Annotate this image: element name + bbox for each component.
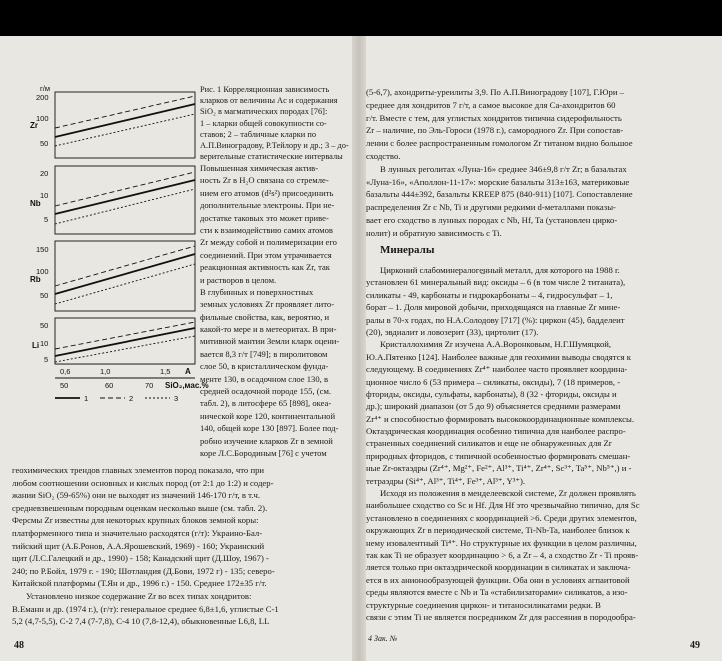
text-line: щит (Л.С.Галецкий и др., 1990) - 158; Канадский щит (Д.Шоу, 1967) -: [12, 553, 269, 564]
li-tick-2: 10: [40, 339, 49, 348]
li-panel-frame: [55, 318, 195, 364]
x-top-label: A: [185, 367, 191, 376]
li-tick-3: 5: [44, 355, 49, 364]
figure-labels: [30, 84, 50, 364]
text-line: (5-6,7), ахондриты-уреилиты 3,9. По А.П.Виноградову [107], Г.Юри –: [366, 87, 624, 97]
zr-line-3: [55, 114, 195, 146]
text-line: средневзвешенным породным оценкам несколько выше (см. табл. 2).: [12, 502, 268, 513]
text-line: Кристаллохимия Zr изучена А.А.Воронковым, Н.Г.Шумяцкой,: [380, 339, 612, 350]
text-line: сходство.: [366, 150, 401, 161]
text-line: среды являются вместе с Nb и Ta «стабилизаторами» силикатов, а изо-: [366, 587, 628, 598]
nb-tick-2: 10: [40, 191, 49, 200]
text-line: наибольшее сходство со Sc и Hf. Для Hf это чрезвычайно типично, для Sc: [366, 500, 640, 511]
caption-line: Рис. 1 Корреляционная зависимость: [200, 85, 330, 94]
text-line: Установлено низкое содержание Zr во всех типах хондритов:: [26, 590, 252, 601]
text-line: базальты 444±392, базальты KREEP 875 (840-911) [107]. Сопоставление: [366, 189, 633, 200]
unit-label: г/м: [40, 84, 50, 93]
text-line: нему изовалентный Ti⁴⁺. Но структурные их функции в целом различны,: [366, 537, 637, 548]
text-line: нолит) и обратную зависимость с Ti.: [366, 227, 502, 238]
text-line: окружающих Zr в периодической системе, Ti-Nb-Ta, наиболее близок к: [366, 525, 630, 536]
text-line: силикаты - 49, карбонаты и гидрокарбонаты – 4, гидросульфат – 1,: [366, 289, 613, 300]
x-top-tick-1: 0,6: [60, 367, 71, 376]
text-line: любом соотношении основных и кислых пород (от 2:1 до 1:2) и содер-: [12, 477, 274, 488]
caption-line: 1 – кларки общей совокупности со-: [200, 118, 327, 128]
text-line: сти к взаимодействию самих атомов: [200, 224, 333, 235]
text-line: коре Л.С.Бородиным [76] с учетом: [200, 447, 327, 458]
text-line: ется в их анионообразующей функции. Оба они в условиях агпаитовой: [366, 574, 630, 585]
text-line: страненных соединений силикатов и еще не обнаруженных для Zr: [366, 438, 612, 449]
legend-label-2: 2: [129, 394, 134, 403]
text-line: структурные соединения циркон- и титаносиликатами редки. В: [366, 599, 601, 610]
text-line: митивной мантии Земли кларк оцени-: [200, 336, 340, 347]
left-full-text: [12, 464, 352, 628]
text-line: следующему. В соединениях Zr⁴⁺ наиболее часто проявляет координа-: [366, 364, 628, 375]
zr-lines: [55, 96, 195, 146]
text-line: установлено в соединениях с координацией >6. Среди других элементов,: [366, 512, 637, 523]
zr-line-1: [55, 104, 195, 137]
text-line: г/т. Вместе с тем, для углистых хондритов типична сидерофильность: [366, 112, 622, 123]
caption-line: ставов; 2 – табличные кларки по: [200, 129, 317, 139]
text-line: нической коре 120, континентальной: [200, 410, 336, 421]
rb-label: Rb: [30, 275, 41, 284]
text-line: Ферсмы Zr известны для некоторых крупных блоков земной коры:: [12, 515, 259, 526]
text-line: В глубинных и поверхностных: [200, 286, 314, 297]
zr-label: Zr: [30, 121, 38, 130]
caption-line: А.П.Виноградову, Р.Тейлору и др.; 3 – до-: [200, 140, 349, 150]
nb-panel-frame: [55, 166, 195, 234]
text-line: Цирконий слабоминералоге̲нный металл, для которого на 1988 г.: [380, 265, 620, 275]
right-body-text: [366, 264, 716, 623]
section-title: Минералы: [380, 244, 435, 256]
text-line: так как Ti не образует координацию > 6, а Zr – 4, а сходство Zr - Ti прояв-: [366, 549, 639, 560]
text-line: В.Еманн и др. (1974 г.), (г/т): генеральное среднее 6,8±1,6, углистые С-1: [12, 603, 279, 614]
nb-line-3: [55, 189, 195, 224]
legend-label-1: 1: [84, 394, 89, 403]
text-line: «Луна-16», «Аполлон-11-17»: морские базальты 313±163, материковые: [366, 176, 630, 187]
text-line: менте 130, в осадочном слое 130, в: [200, 373, 329, 384]
zr-line-2: [55, 96, 195, 128]
text-line: ралы в 70-х годах, по Н.А.Солодову [717] (%): циркон (45), бадделеит: [366, 314, 625, 325]
text-line: Китайской платформы (Т.Ян и др., 1996 г.) - 150. Среднее 172±35 г/т.: [12, 578, 267, 589]
text-line: среднее для хондритов 7 г/т, а самое высокое для Са-ахондритов 60: [366, 99, 616, 110]
text-line: Zr – наличие, по Эль-Гороси (1978 г.), самородного Zr. При сопостав-: [366, 125, 624, 136]
legend-label-3: 3: [174, 394, 179, 403]
figure-caption: [200, 84, 350, 162]
rb-tick-2: 100: [36, 267, 49, 276]
text-line: ные Zr-октаэдры (Zr⁴⁺, Mg²⁺, Fe²⁺, Al³⁺, Ti⁴⁺, Zr⁴⁺, Sc³⁺, Ta⁵⁺, Nb⁵⁺,) и -: [366, 463, 632, 474]
rb-line-3: [55, 264, 195, 304]
zr-tick-1: 200: [36, 93, 49, 102]
text-line: фториды, оксиды, сульфаты, карбонаты), 8 (32 - фториды, оксиды и: [366, 388, 617, 399]
li-lines: [55, 322, 195, 362]
text-line: связи с этим Ti не является посредником Zr для рассеяния в породообра-: [366, 611, 636, 622]
text-line: (20), эвдиалит и ловозерит (33), циртолит (17).: [366, 326, 539, 337]
rb-tick-3: 50: [40, 291, 49, 300]
text-line: реакционная активность как Zr, так: [200, 262, 330, 273]
text-line: 140, общей коре 130 [897]. Более под-: [200, 423, 339, 434]
figure-panels: [55, 92, 195, 364]
text-line: Октаэдрическая координация особенно типична для наиболее распро-: [366, 426, 626, 437]
zr-tick-2: 100: [36, 114, 49, 123]
text-line: нием его атомов (d²s²) присоединить: [200, 187, 334, 198]
text-line: вает его сходство в лунных породах с Nb, Hf, Ta (установлен цирко-: [366, 214, 618, 225]
text-line: 240; по Р.Бойл, 1979 г. - 190; Шотландия (Д.Бови, 1972 г) - 135; северо-: [12, 565, 275, 576]
x-bottom-tick-3: 70: [145, 381, 154, 390]
text-line: В лунных реголитах «Луна-16» среднее 346±9,8 г/т Zr; в базальтах: [380, 163, 627, 174]
text-line: робно изучение кларков Zr в земной: [200, 435, 333, 446]
text-line: и растворов в целом.: [200, 274, 277, 285]
text-line: др.); широкий диапазон (от 5 до 9) объясняется средними размерами: [366, 401, 621, 412]
text-line: слое 50, в кристаллическом фунда-: [200, 361, 329, 372]
text-line: платформенного типа и значительно расходятся (г/т): Украино-Бал-: [12, 527, 263, 538]
text-line: табл. 2), в литосфере 65 [898], океа-: [200, 398, 332, 409]
text-line: тетраэдры (Si⁴⁺, Al³⁺, Ti⁴⁺, Fe³⁺, Al³⁺, Y³⁺).: [366, 475, 526, 486]
left-column-text: [200, 162, 352, 459]
signature-mark: 4 Зак. №: [368, 634, 398, 643]
text-line: дополнительные электроны. При не-: [200, 200, 335, 211]
text-line: вается 8,3 г/т [749]; в пиролитовом: [200, 348, 328, 359]
li-label: Li: [32, 341, 40, 350]
text-line: геохимических трендов главных элементов пород показало, что при: [12, 465, 265, 475]
text-line: соединений. При этом утрачивается: [200, 249, 332, 260]
page-number-right: 49: [690, 640, 700, 651]
text-line: ляется только при октаэдрической координации в силикатах и заключа-: [366, 562, 631, 573]
nb-lines: [55, 172, 195, 224]
x-bottom-tick-2: 60: [105, 381, 114, 390]
x-top-tick-2: 1,0: [100, 367, 111, 376]
text-line: земных условиях Zr проявляет лито-: [200, 299, 335, 310]
text-line: Повышенная химическая актив-: [200, 163, 319, 173]
caption-line: SiO₂ в магматических породах [76]:: [200, 107, 328, 117]
text-line: средней осадочной породе 155, (см.: [200, 386, 332, 397]
nb-tick-3: 5: [44, 215, 49, 224]
text-line: достатке таковых это может приве-: [200, 212, 329, 223]
x-top-tick-3: 1,5: [160, 367, 171, 376]
li-line-2: [55, 322, 195, 349]
text-line: фильные свойства, как, вероятно, и: [200, 311, 330, 322]
li-tick-1: 50: [40, 321, 49, 330]
text-line: Zr между собой и полимеризации его: [200, 237, 337, 248]
rb-line-1: [55, 254, 195, 294]
page-number-left: 48: [14, 640, 24, 651]
rb-line-2: [55, 246, 195, 286]
text-line: природных фторидов, с типичной особенностью формировать смешан-: [366, 450, 631, 461]
nb-tick-1: 20: [40, 169, 49, 178]
zr-tick-3: 50: [40, 139, 49, 148]
nb-label: Nb: [30, 199, 41, 208]
caption-line: кларков от величины Aс и содержания: [200, 96, 338, 106]
rb-panel-frame: [55, 241, 195, 311]
rb-tick-1: 150: [36, 245, 49, 254]
figure-legend: [55, 394, 178, 403]
text-line: тийский щит (А.Б.Ронов, А.А.Ярошевский, 1969) - 160; Украинский: [12, 540, 265, 551]
text-line: какой-то мере и в метеоритах. В при-: [200, 324, 337, 335]
text-line: Zr⁴⁺ и способностью формировать высококоординационные комплексы.: [366, 413, 635, 424]
text-line: установлен 61 минеральный вид: оксиды – 6 (в том числе 2 титаната),: [366, 277, 626, 288]
text-line: борат – 1. Доля мировой добычи, приходящаяся на главные Zr мине-: [366, 302, 621, 313]
text-line: Исходя из положения в менделеевской системе, Zr должен проявлять: [380, 488, 636, 499]
nb-line-1: [55, 180, 195, 214]
text-line: 5,2 (4,7-5,5), С-2 7,4 (7-7,8), С-4 10 (7,8-12,4), обыкновенные L6,8, LL: [12, 616, 270, 627]
li-line-3: [55, 336, 195, 362]
caption-line: верительные статистические интервалы: [200, 152, 343, 162]
text-line: распределения Zr с Nb, Ti и другими редкими d-металлами показы-: [366, 202, 616, 213]
text-line: жании SiO₂ (59-65%) они не выходят из значений 146-170 г/т, в т.ч.: [12, 490, 260, 501]
text-line: ционное число 6 (53 примера – силикаты, оксиды), 7 (18 примеров, -: [366, 376, 621, 387]
text-line: ность Zr в H₂O связана со стремле-: [200, 175, 329, 186]
text-line: Ю.А.Пятенко [124]. Наиболее важные для геохимии выводы сводятся к: [366, 351, 631, 362]
right-top-text: [366, 86, 716, 240]
li-line-1: [55, 328, 195, 356]
nb-line-2: [55, 172, 195, 206]
text-line: лении с более распространенным гомологом Zr титаном видно большое: [366, 138, 633, 149]
x-bottom-label: SiO₂,мас.%: [165, 381, 209, 390]
x-bottom-tick-1: 50: [60, 381, 69, 390]
rb-lines: [55, 246, 195, 304]
zr-panel-frame: [55, 92, 195, 158]
